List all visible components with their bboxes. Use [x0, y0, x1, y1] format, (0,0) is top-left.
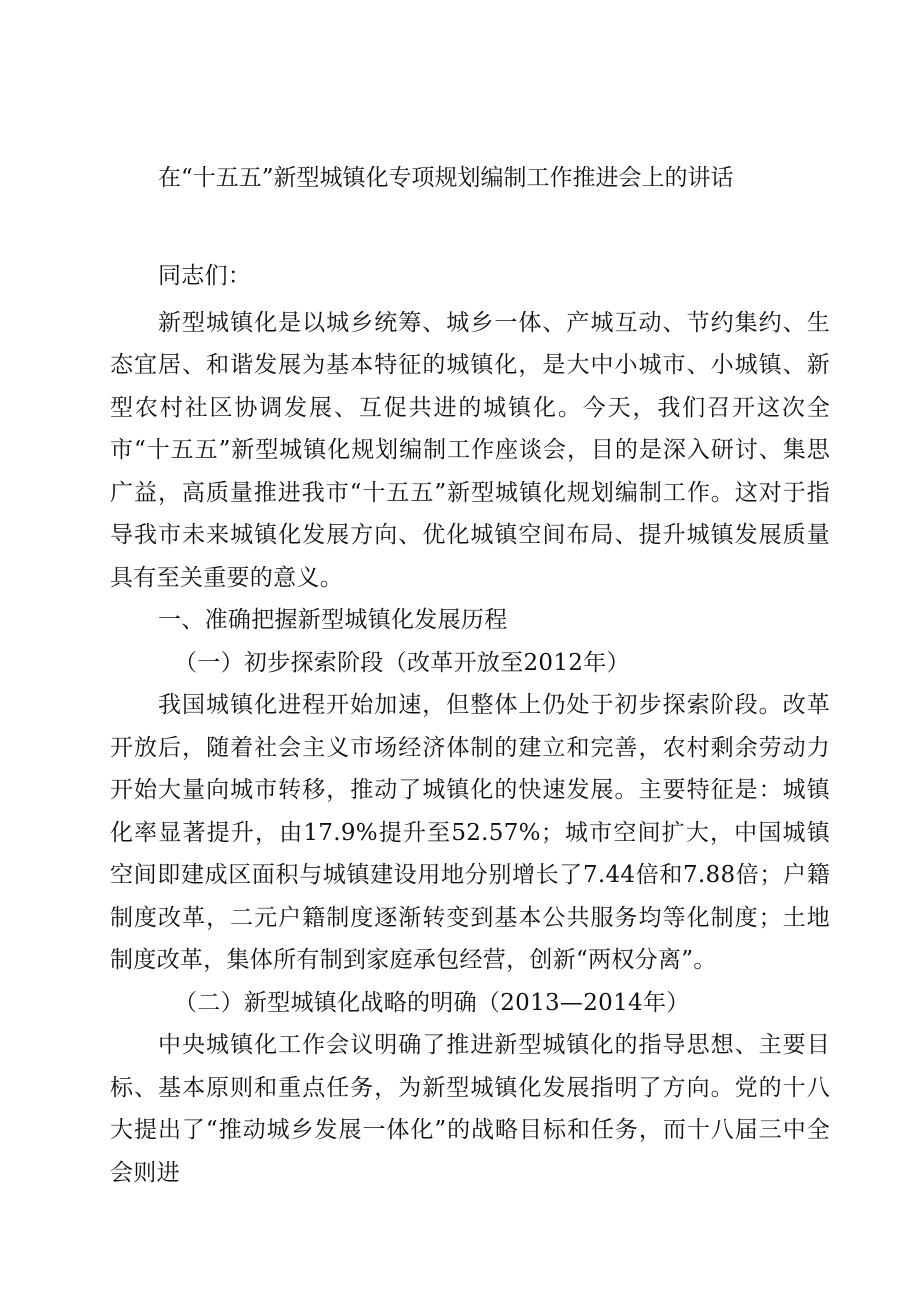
document-body — [110, 255, 830, 1194]
subsection-heading-2: （二）新型城镇化战略的明确（2013—2014年） — [174, 989, 690, 1016]
subsection-2-paragraph: 中央城镇化工作会议明确了推进新型城镇化的指导思想、主要目标、基本原则和重点任务，为新型城镇化发展指明了方向。党的十八大提出了“推动城乡发展一体化”的战略目标和任务，而十八届三中全会则进 — [110, 1032, 830, 1186]
intro-paragraph: 新型城镇化是以城乡统筹、城乡一体、产城互动、节约集约、生态宜居、和谐发展为基本特征的城镇化，是大中小城市、小城镇、新型农村社区协调发展、互促共进的城镇化。今天，我们召开这次全市“十五五”新型城镇化规划编制工作座谈会，目的是深入研讨、集思广益，高质量推进我市“十五五”新型城镇化规划编制工作。这对于指导我市未来城镇化发展方向、优化城镇空间布局、提升城镇发展质量具有至关重要的意义。 — [110, 309, 830, 591]
section-heading-1: 一、准确把握新型城镇化发展历程 — [158, 607, 508, 633]
subsection-heading-1: （一）初步探索阶段（改革开放至2012年） — [174, 649, 630, 676]
subsection-1-paragraph: 我国城镇化进程开始加速，但整体上仍处于初步探索阶段。改革开放后，随着社会主义市场经济体制的建立和完善，农村剩余劳动力开始大量向城市转移，推动了城镇化的快速发展。主要特征是：城镇化率显著提升，由17.9%提升至52.57%；城市空间扩大，中国城镇空间即建成区面积与城镇建设用地分别增长了7.44倍和7.88倍；户籍制度改革，二元户籍制度逐渐转变到基本公共服务均等化制度；土地制度改革，集体所有制到家庭承包经营，创新“两权分离”。 — [110, 692, 830, 973]
document-title: 在“十五五”新型城镇化专项规划编制工作推进会上的讲话 — [158, 165, 734, 191]
salutation: 同志们： — [158, 263, 252, 289]
